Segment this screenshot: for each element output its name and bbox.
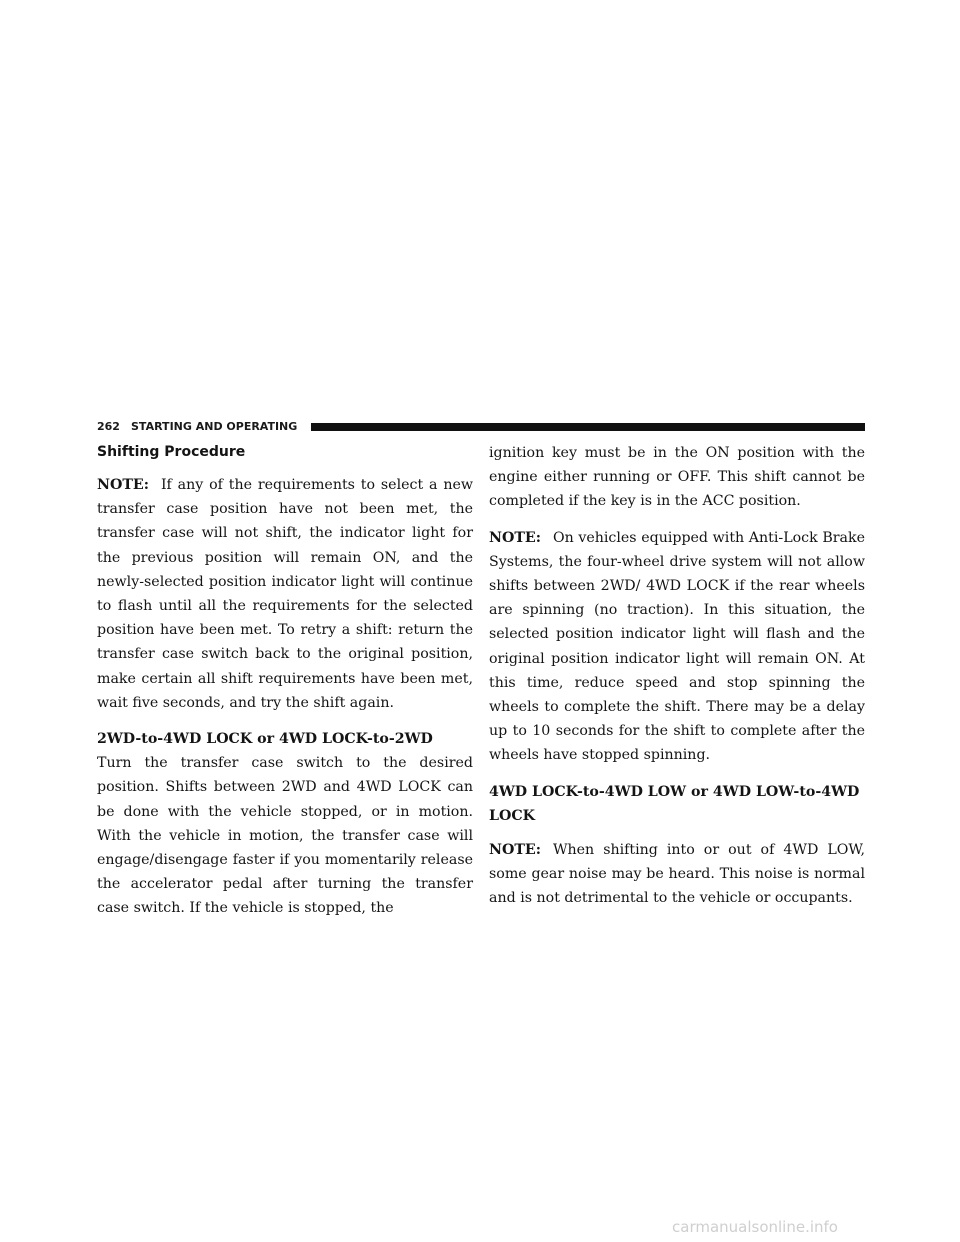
note-label: NOTE: (489, 529, 541, 546)
note-text: On vehicles equipped with Anti-Lock Brake Systems, the four-wheel drive system will not allow shifts between 2WD/ 4WD LOCK if the rear wheels are spinning (no traction). In this situation, the selected position indicator light will flash and the original position indicator light will remain ON. At this time, reduce speed and stop spinning the wheels to complete the shift. There may be a delay up to 10 seconds for the shift to complete after the wheels have stopped spinning. (489, 529, 865, 764)
subheading: 4WD LOCK-to-4WD LOW or 4WD LOW-to-4WD LOCK (489, 783, 860, 824)
note-paragraph (489, 838, 865, 911)
note-text: When shifting into or out of 4WD LOW, some gear noise may be heard. This noise is normal and is not detrimental to the vehicle or occupants. (489, 842, 865, 907)
left-column (97, 441, 473, 933)
body-paragraph: Turn the transfer case switch to the desired position. Shifts between 2WD and 4WD LOCK can be done with the vehicle stopped, or in motion. With the vehicle in motion, the transfer case will engage/disengage faster if you momentarily release the accelerator pedal after turning the transfer case switch. If the vehicle is stopped, the (97, 755, 473, 917)
subheading: 2WD-to-4WD LOCK or 4WD LOCK-to-2WD (97, 731, 433, 748)
note-paragraph (489, 526, 865, 768)
note-label: NOTE: (489, 842, 541, 859)
right-column (489, 441, 865, 923)
section-heading: Shifting Procedure (97, 444, 246, 460)
page-header (97, 419, 865, 435)
page-number: 262 (97, 420, 120, 433)
section-title: STARTING AND OPERATING (131, 420, 298, 433)
note-text: If any of the requirements to select a new transfer case position have not been met, the transfer case will not shift, the indicator light for the previous position will remain ON, and the newly-selected position indicator light will continue to flash until all the requirements for the selected position have been met. To retry a shift: return the transfer case switch back to the original position, make certain all shift requirements have been met, wait five seconds, and try the shift again. (97, 477, 473, 711)
note-label: NOTE: (97, 477, 149, 493)
continuation-paragraph: ignition key must be in the ON position with the engine either running or OFF. This shift cannot be completed if the key is in the ACC position. (489, 445, 865, 510)
header-rule (311, 423, 865, 431)
watermark: carmanualsonline.info (672, 1218, 838, 1236)
note-paragraph (97, 473, 473, 715)
